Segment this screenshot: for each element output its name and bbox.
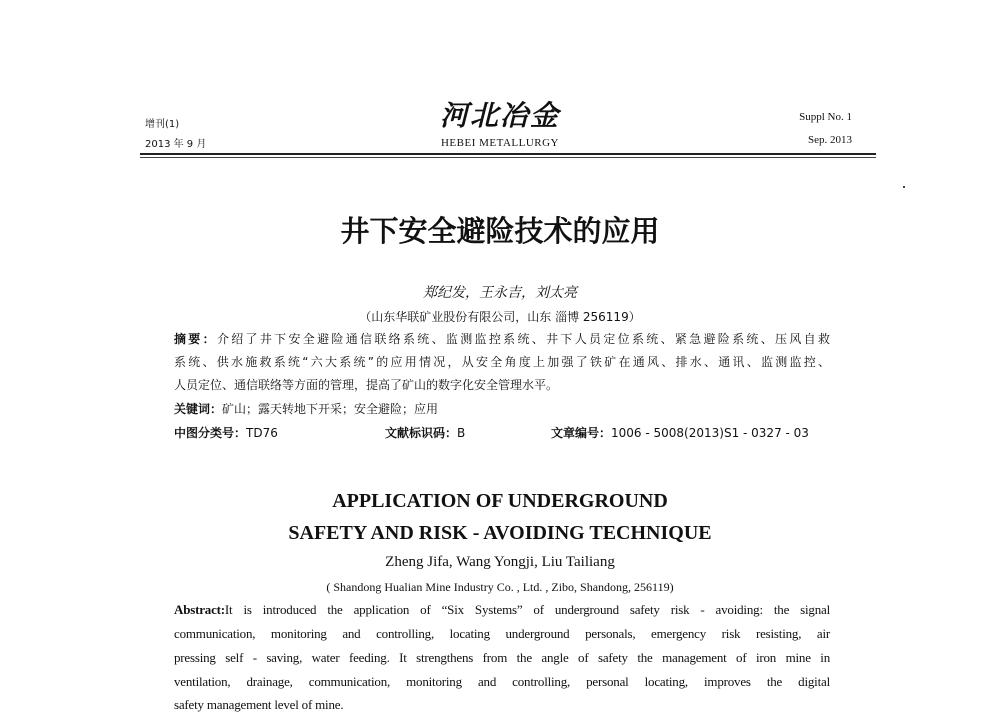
- english-title-line1: APPLICATION OF UNDERGROUND: [332, 490, 668, 512]
- article-no-value: 1006 - 5008(2013)S1 - 0327 - 03: [611, 426, 809, 440]
- abstract-en-line: [174, 602, 830, 618]
- keywords-label: 关键词：: [174, 402, 223, 416]
- abstract-cn-label: 摘要：: [174, 332, 217, 346]
- scan-speck: [903, 186, 905, 188]
- abstract-cn-line: 系统、供水施救系统“六大系统”的应用情况，从安全角度上加强了铁矿在通风、排水、通讯、监测监控、: [174, 355, 830, 369]
- abstract-en-label: Abstract:: [174, 602, 225, 617]
- english-title-line2: SAFETY AND RISK - AVOIDING TECHNIQUE: [288, 522, 712, 544]
- page-title: 井下安全避险技术的应用: [340, 214, 660, 248]
- abstract-cn-line: 人员定位、通信联络等方面的管理，提高了矿山的数字化安全管理水平。: [174, 378, 559, 392]
- date-en: Sep. 2013: [808, 134, 852, 146]
- journal-logo: 河北冶金: [439, 99, 560, 132]
- affiliation-cn: （山东华联矿业股份有限公司，山东 淄博 256119）: [359, 310, 641, 324]
- doc-code-label: 文献标识码：: [385, 426, 458, 440]
- date-cn: 2013 年 9 月: [145, 139, 207, 150]
- abstract-en-text: It is introduced the application of “Six Systems” of underground safety risk - avoiding: the signal: [224, 602, 830, 617]
- issue-en: Suppl No. 1: [799, 111, 852, 123]
- abstract-en-line: ventilation, drainage, communication, monitoring and controlling, personal locating, improves the digital: [174, 674, 830, 689]
- abstract-cn-line: [174, 332, 830, 347]
- journal-name-en: HEBEI METALLURGY: [440, 137, 560, 149]
- header-rule-thin: [140, 157, 876, 158]
- doc-code-value: B: [457, 426, 466, 440]
- abstract-en-line: communication, monitoring and controlling, locating underground personals, emergency risk resisting, air: [174, 626, 830, 641]
- keywords-text: 矿山；露天转地下开采；安全避险；应用: [222, 402, 439, 416]
- abstract-cn-text: 介绍了井下安全避险通信联络系统、监测监控系统、井下人员定位系统、紧急避险系统、压风自救: [216, 332, 830, 346]
- article-no-label: 文章编号：: [551, 426, 612, 440]
- authors-cn: 郑纪发，王永吉，刘太亮: [423, 285, 577, 301]
- doc-code: [385, 426, 465, 441]
- clc-label: 中图分类号：: [174, 426, 247, 440]
- clc-number: [174, 426, 278, 441]
- header-rule: [140, 153, 876, 155]
- affiliation-en: ( Shandong Hualian Mine Industry Co. , Ltd. , Zibo, Shandong, 256119): [326, 580, 674, 594]
- clc-value: TD76: [246, 426, 278, 440]
- abstract-en-line: pressing self - saving, water feeding. It strengthens from the angle of safety the management of iron mine in: [174, 650, 830, 665]
- abstract-en-line: safety management level of mine.: [174, 697, 344, 712]
- authors-en: Zheng Jifa, Wang Yongji, Liu Tailiang: [385, 554, 615, 570]
- issue-cn: 增刊(1): [145, 119, 180, 130]
- article-number: [551, 426, 809, 441]
- keywords-cn: [174, 402, 830, 417]
